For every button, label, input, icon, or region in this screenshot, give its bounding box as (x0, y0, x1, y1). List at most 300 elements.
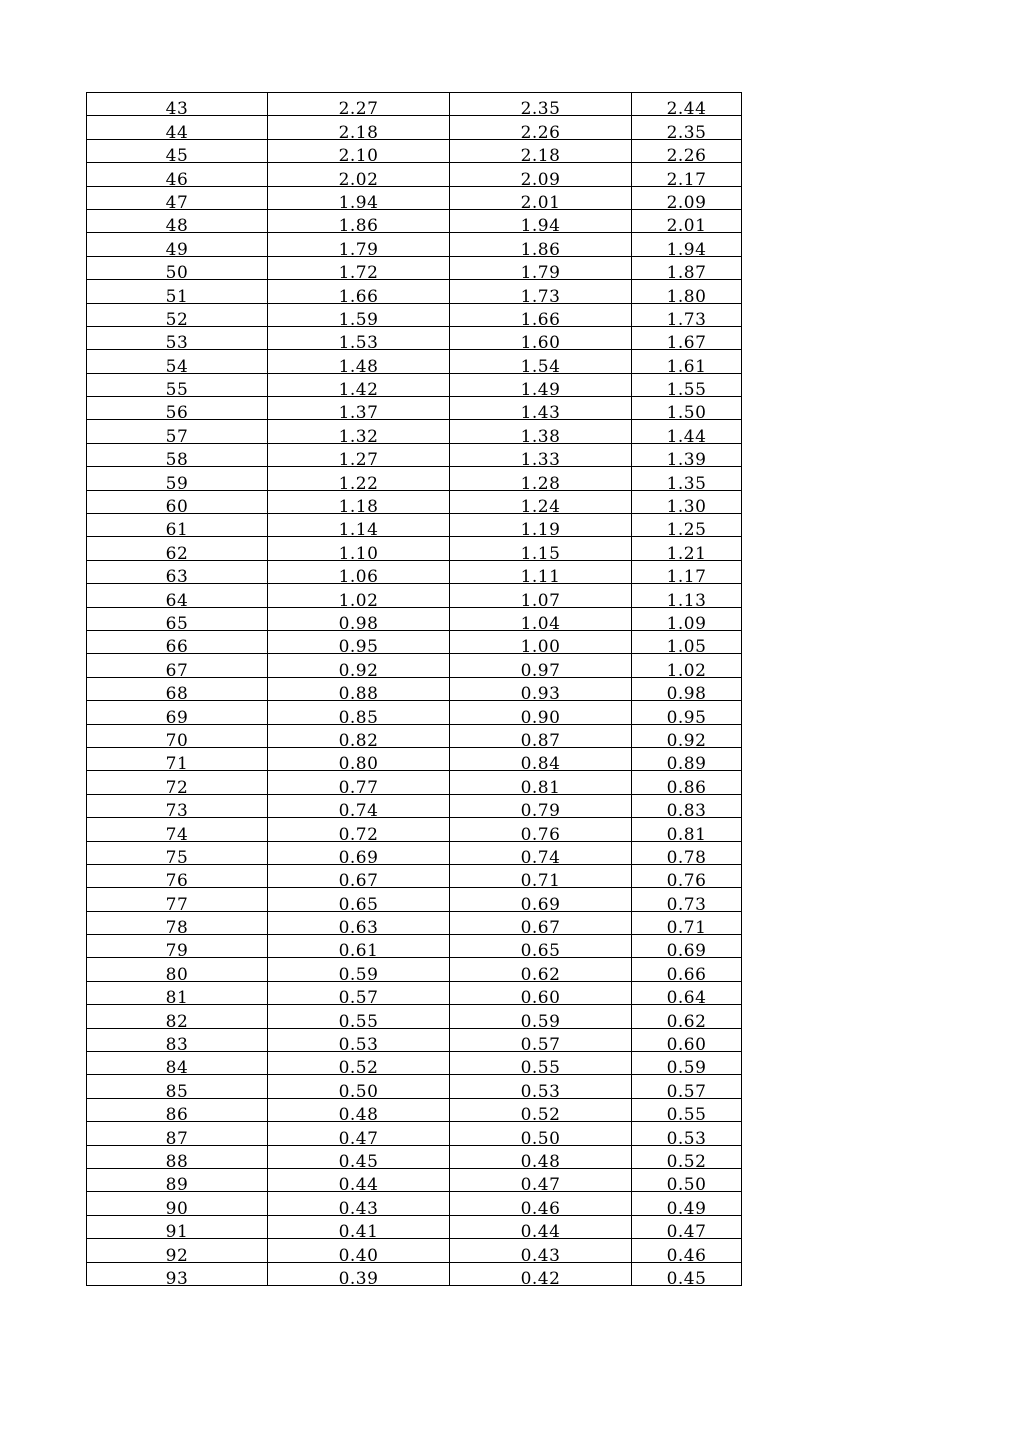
table-cell (450, 584, 632, 611)
table-cell (632, 1168, 742, 1196)
cell-value: 0.92 (338, 660, 379, 681)
table-cell (632, 958, 742, 985)
table-cell (87, 654, 268, 681)
table-cell (450, 1215, 632, 1243)
cell-value: 0.98 (338, 613, 379, 634)
table-row (87, 467, 742, 490)
row-index-value: 47 (165, 192, 189, 213)
cell-value: 0.47 (666, 1222, 707, 1243)
cell-value: 1.67 (666, 333, 707, 354)
row-index-value: 89 (165, 1175, 189, 1196)
cell-value: 1.80 (666, 286, 707, 307)
table-cell (450, 514, 632, 541)
cell-value: 1.09 (666, 613, 707, 634)
row-index-value: 63 (165, 567, 189, 588)
table-cell (268, 1168, 450, 1196)
cell-value: 0.55 (338, 1011, 379, 1032)
table-cell (87, 1239, 268, 1266)
table-cell (450, 373, 632, 401)
table-cell (268, 350, 450, 377)
cell-value: 1.00 (520, 637, 561, 658)
cell-value: 0.74 (338, 801, 379, 822)
table-row (87, 1192, 742, 1215)
table-cell (87, 163, 268, 190)
table-cell (632, 373, 742, 401)
table-cell (268, 701, 450, 728)
cell-value: 1.72 (338, 263, 379, 284)
row-index-value: 88 (165, 1151, 189, 1172)
row-index-value: 55 (165, 380, 189, 401)
table-row (87, 1098, 742, 1121)
cell-value: 1.53 (338, 333, 379, 354)
table-cell (450, 794, 632, 822)
table-cell (87, 186, 268, 213)
cell-value: 0.59 (666, 1058, 707, 1079)
table-row (87, 981, 742, 1004)
table-cell (268, 186, 450, 213)
table-row (87, 1215, 742, 1238)
cell-value: 0.90 (520, 707, 561, 728)
cell-value: 0.45 (666, 1268, 707, 1289)
row-index-value: 87 (165, 1128, 189, 1149)
table-cell (268, 1262, 450, 1289)
cell-value: 0.46 (520, 1198, 561, 1219)
cell-value: 0.64 (666, 988, 707, 1009)
cell-value: 1.42 (338, 380, 379, 401)
cell-value: 0.44 (338, 1175, 379, 1196)
table-cell (450, 841, 632, 868)
table-cell (450, 420, 632, 447)
cell-value: 0.95 (666, 707, 707, 728)
cell-value: 1.86 (520, 239, 561, 260)
table-cell (632, 584, 742, 611)
table-cell (632, 163, 742, 190)
table-row (87, 1122, 742, 1145)
table-cell (268, 560, 450, 588)
table-cell (632, 233, 742, 260)
cell-value: 0.62 (666, 1011, 707, 1032)
table-cell (450, 139, 632, 167)
table-cell (632, 93, 742, 120)
table-row (87, 1239, 742, 1262)
table-row (87, 747, 742, 770)
cell-value: 1.35 (666, 473, 707, 494)
cell-value: 2.17 (666, 169, 707, 190)
table-cell (87, 888, 268, 915)
table-cell (268, 397, 450, 424)
table-cell (87, 1168, 268, 1196)
cell-value: 0.81 (666, 824, 707, 845)
cell-value: 0.52 (338, 1058, 379, 1079)
cell-value: 0.59 (338, 964, 379, 985)
table-cell (268, 1005, 450, 1032)
cell-value: 0.47 (520, 1175, 561, 1196)
table-cell (632, 139, 742, 167)
cell-value: 0.63 (338, 918, 379, 939)
table-cell (87, 864, 268, 892)
table-cell (87, 537, 268, 564)
table-cell (450, 560, 632, 588)
table-row (87, 514, 742, 537)
cell-value: 2.01 (520, 192, 561, 213)
table-cell (632, 1122, 742, 1149)
cell-value: 0.78 (666, 847, 707, 868)
table-cell (268, 981, 450, 1009)
cell-value: 0.67 (520, 918, 561, 939)
table-cell (450, 771, 632, 798)
row-index-value: 62 (165, 543, 189, 564)
table-cell (450, 864, 632, 892)
table-cell (632, 911, 742, 939)
cell-value: 0.66 (666, 964, 707, 985)
row-index-value: 74 (165, 824, 189, 845)
table-cell (87, 397, 268, 424)
cell-value: 2.26 (520, 122, 561, 143)
cell-value: 1.94 (666, 239, 707, 260)
table-cell (268, 93, 450, 120)
cell-value: 0.69 (520, 894, 561, 915)
table-cell (268, 958, 450, 985)
row-index-value: 65 (165, 613, 189, 634)
table-row (87, 350, 742, 373)
table-cell (632, 1075, 742, 1102)
row-index-value: 45 (165, 146, 189, 167)
table-cell (268, 537, 450, 564)
row-index-value: 92 (165, 1245, 189, 1266)
table-cell (268, 233, 450, 260)
table-cell (268, 209, 450, 237)
table-row (87, 163, 742, 186)
table-row (87, 560, 742, 583)
row-index-value: 43 (165, 99, 189, 120)
cell-value: 1.38 (520, 426, 561, 447)
table-row (87, 584, 742, 607)
table-cell (268, 888, 450, 915)
table-cell (268, 139, 450, 167)
table-cell (268, 1192, 450, 1219)
cell-value: 0.71 (666, 918, 707, 939)
cell-value: 2.02 (338, 169, 379, 190)
row-index-value: 84 (165, 1058, 189, 1079)
table-row (87, 935, 742, 958)
table-cell (268, 1215, 450, 1243)
cell-value: 2.18 (520, 146, 561, 167)
row-index-value: 51 (165, 286, 189, 307)
table-cell (87, 1028, 268, 1056)
cell-value: 0.69 (338, 847, 379, 868)
table-row (87, 771, 742, 794)
cell-value: 0.71 (520, 871, 561, 892)
table-cell (268, 467, 450, 494)
cell-value: 0.39 (338, 1268, 379, 1289)
table-cell (632, 701, 742, 728)
cell-value: 2.26 (666, 146, 707, 167)
table-cell (450, 630, 632, 658)
row-index-value: 50 (165, 263, 189, 284)
table-cell (632, 935, 742, 962)
table-cell (87, 1192, 268, 1219)
table-cell (632, 186, 742, 213)
table-cell (87, 818, 268, 845)
table-cell (450, 818, 632, 845)
cell-value: 0.88 (338, 684, 379, 705)
table-cell (87, 607, 268, 634)
table-row (87, 1168, 742, 1191)
cell-value: 0.87 (520, 730, 561, 751)
table-cell (87, 1262, 268, 1289)
table-cell (450, 1168, 632, 1196)
cell-value: 1.49 (520, 380, 561, 401)
table-cell (632, 280, 742, 307)
cell-value: 2.44 (666, 99, 707, 120)
row-index-value: 66 (165, 637, 189, 658)
table-cell (632, 1192, 742, 1219)
table-cell (87, 747, 268, 775)
table-cell (87, 911, 268, 939)
table-cell (87, 373, 268, 401)
table-row (87, 373, 742, 396)
table-cell (268, 303, 450, 330)
table-cell (450, 397, 632, 424)
row-index-value: 44 (165, 122, 189, 143)
cell-value: 2.09 (666, 192, 707, 213)
table-cell (632, 841, 742, 868)
table-row (87, 93, 742, 116)
cell-value: 1.02 (666, 660, 707, 681)
table-cell (632, 209, 742, 237)
cell-value: 1.11 (520, 567, 561, 588)
cell-value: 0.60 (520, 988, 561, 1009)
table-row (87, 537, 742, 560)
table-cell (450, 350, 632, 377)
cell-value: 0.81 (520, 777, 561, 798)
table-cell (268, 1052, 450, 1079)
cell-value: 0.46 (666, 1245, 707, 1266)
cell-value: 0.53 (666, 1128, 707, 1149)
table-cell (450, 911, 632, 939)
row-index-value: 73 (165, 801, 189, 822)
row-index-value: 59 (165, 473, 189, 494)
cell-value: 2.35 (520, 99, 561, 120)
table-cell (268, 443, 450, 471)
table-row (87, 724, 742, 747)
table-cell (632, 1239, 742, 1266)
cell-value: 2.09 (520, 169, 561, 190)
table-cell (87, 771, 268, 798)
table-cell (450, 701, 632, 728)
cell-value: 0.89 (666, 754, 707, 775)
table-row (87, 139, 742, 162)
cell-value: 1.14 (338, 520, 379, 541)
cell-value: 0.82 (338, 730, 379, 751)
cell-value: 0.62 (520, 964, 561, 985)
cell-value: 2.01 (666, 216, 707, 237)
table-cell (268, 373, 450, 401)
table-cell (450, 209, 632, 237)
cell-value: 0.52 (666, 1151, 707, 1172)
cell-value: 0.98 (666, 684, 707, 705)
table-cell (450, 233, 632, 260)
table-cell (87, 841, 268, 868)
table-cell (268, 771, 450, 798)
cell-value: 1.54 (520, 356, 561, 377)
table-cell (632, 818, 742, 845)
table-cell (87, 1122, 268, 1149)
table-cell (632, 1028, 742, 1056)
cell-value: 1.21 (666, 543, 707, 564)
row-index-value: 64 (165, 590, 189, 611)
table-row (87, 701, 742, 724)
table-cell (268, 1122, 450, 1149)
table-cell (87, 303, 268, 330)
cell-value: 0.65 (338, 894, 379, 915)
cell-value: 2.10 (338, 146, 379, 167)
cell-value: 1.07 (520, 590, 561, 611)
table-cell (87, 233, 268, 260)
cell-value: 1.13 (666, 590, 707, 611)
cell-value: 0.93 (520, 684, 561, 705)
table-cell (268, 280, 450, 307)
cell-value: 0.76 (666, 871, 707, 892)
table-cell (268, 1145, 450, 1172)
table-row (87, 607, 742, 630)
row-index-value: 78 (165, 918, 189, 939)
cell-value: 1.30 (666, 497, 707, 518)
table-body (87, 93, 742, 1289)
table-cell (450, 1028, 632, 1056)
cell-value: 1.28 (520, 473, 561, 494)
cell-value: 1.73 (520, 286, 561, 307)
table-cell (268, 794, 450, 822)
table-cell (87, 935, 268, 962)
cell-value: 0.86 (666, 777, 707, 798)
table-cell (632, 747, 742, 775)
cell-value: 0.60 (666, 1035, 707, 1056)
cell-value: 0.57 (666, 1081, 707, 1102)
cell-value: 0.52 (520, 1105, 561, 1126)
table-cell (450, 935, 632, 962)
cell-value: 0.80 (338, 754, 379, 775)
table-cell (450, 981, 632, 1009)
table-cell (632, 420, 742, 447)
cell-value: 0.95 (338, 637, 379, 658)
row-index-value: 85 (165, 1081, 189, 1102)
cell-value: 0.79 (520, 801, 561, 822)
table-cell (450, 1052, 632, 1079)
row-index-value: 80 (165, 964, 189, 985)
cell-value: 0.77 (338, 777, 379, 798)
table-cell (632, 794, 742, 822)
cell-value: 0.44 (520, 1222, 561, 1243)
table-cell (450, 607, 632, 634)
cell-value: 0.55 (666, 1105, 707, 1126)
cell-value: 2.27 (338, 99, 379, 120)
table-row (87, 1005, 742, 1028)
table-row (87, 1052, 742, 1075)
cell-value: 0.92 (666, 730, 707, 751)
table-row (87, 186, 742, 209)
cell-value: 1.94 (520, 216, 561, 237)
table-row (87, 888, 742, 911)
row-index-value: 57 (165, 426, 189, 447)
table-cell (450, 724, 632, 751)
table-cell (450, 280, 632, 307)
row-index-value: 49 (165, 239, 189, 260)
table-row (87, 654, 742, 677)
table-cell (632, 771, 742, 798)
table-cell (268, 1075, 450, 1102)
cell-value: 0.48 (520, 1151, 561, 1172)
table-cell (87, 514, 268, 541)
table-cell (87, 350, 268, 377)
cell-value: 0.57 (520, 1035, 561, 1056)
table-cell (450, 443, 632, 471)
row-index-value: 60 (165, 497, 189, 518)
cell-value: 1.59 (338, 309, 379, 330)
table-row (87, 209, 742, 232)
row-index-value: 61 (165, 520, 189, 541)
table-cell (87, 1075, 268, 1102)
row-index-value: 86 (165, 1105, 189, 1126)
cell-value: 0.73 (666, 894, 707, 915)
row-index-value: 67 (165, 660, 189, 681)
cell-value: 1.55 (666, 380, 707, 401)
table-cell (450, 537, 632, 564)
table-cell (268, 607, 450, 634)
table-cell (450, 326, 632, 354)
cell-value: 0.69 (666, 941, 707, 962)
cell-value: 0.84 (520, 754, 561, 775)
cell-value: 1.15 (520, 543, 561, 564)
table-cell (450, 1005, 632, 1032)
table-cell (268, 747, 450, 775)
table-cell (268, 911, 450, 939)
table-cell (87, 443, 268, 471)
row-index-value: 77 (165, 894, 189, 915)
table-row (87, 256, 742, 279)
cell-value: 0.67 (338, 871, 379, 892)
table-row (87, 420, 742, 443)
table-cell (450, 888, 632, 915)
table-row (87, 818, 742, 841)
cell-value: 0.43 (520, 1245, 561, 1266)
table-row (87, 490, 742, 513)
cell-value: 1.22 (338, 473, 379, 494)
table-cell (632, 303, 742, 330)
cell-value: 1.94 (338, 192, 379, 213)
row-index-value: 52 (165, 309, 189, 330)
table-cell (87, 630, 268, 658)
row-index-value: 70 (165, 730, 189, 751)
table-cell (450, 958, 632, 985)
table-cell (87, 116, 268, 143)
table-row (87, 443, 742, 466)
cell-value: 0.49 (666, 1198, 707, 1219)
table-cell (268, 654, 450, 681)
cell-value: 0.59 (520, 1011, 561, 1032)
table-cell (268, 326, 450, 354)
cell-value: 2.35 (666, 122, 707, 143)
cell-value: 0.40 (338, 1245, 379, 1266)
cell-value: 1.66 (520, 309, 561, 330)
table-cell (632, 981, 742, 1009)
row-index-value: 75 (165, 847, 189, 868)
table-cell (268, 584, 450, 611)
table-row (87, 911, 742, 934)
row-index-value: 46 (165, 169, 189, 190)
table-cell (87, 467, 268, 494)
table-cell (268, 163, 450, 190)
